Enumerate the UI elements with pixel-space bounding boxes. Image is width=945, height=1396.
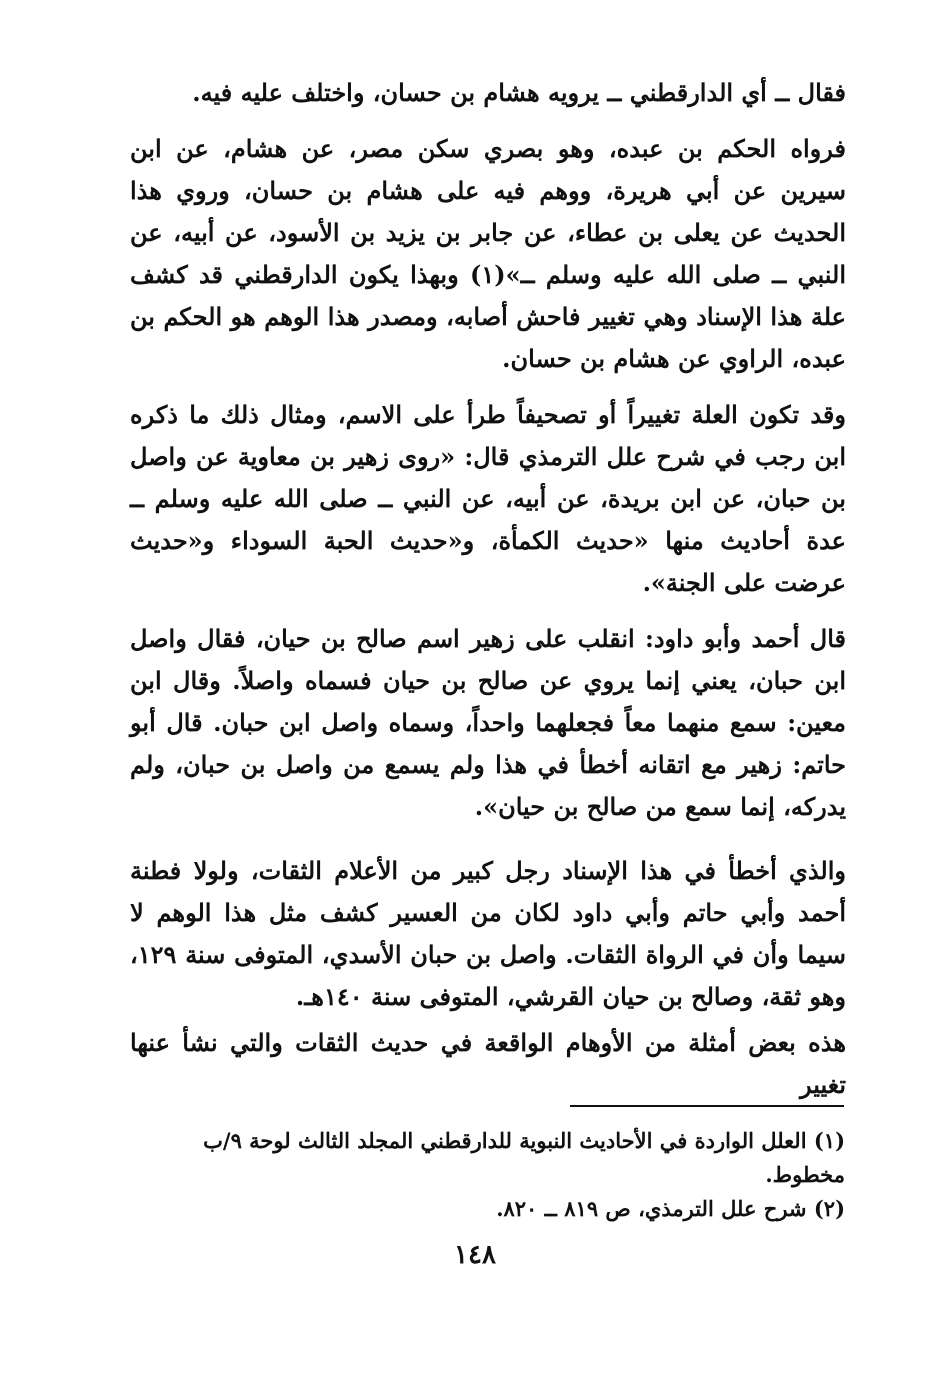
paragraph-3: [130, 394, 846, 604]
paragraph-4-text: قال أحمد وأبو داود: انقلب على زهير اسم صالح بن حيان، فقال واصل ابن حبان، يعني إنما يروي عن صالح بن حيان فسماه واصلاً. وقال ابن معين: سمع منهما معاً فجعلهما واحداً، وسماه واصل ابن حبان. قال أبو حاتم: زهير مع اتقانه أخطأ في هذا ولم يسمع من واصل بن حبان، ولم يدركه، إنما سمع من صالح بن حيان».: [130, 624, 846, 821]
paragraph-2-text: فرواه الحكم بن عبده، وهو بصري سكن مصر، عن هشام، عن ابن سيرين عن أبي هريرة، ووهم فيه على هشام بن حسان، وروي هذا الحديث عن يعلى بن عطاء، عن جابر بن يزيد بن الأسود، عن أبيه، عن النبي ــ صلى الله عليه وسلم ــ»(١) وبهذا يكون الدارقطني قد كشف علة هذا الإسناد وهي تغيير فاحش أصابه، ومصدر هذا الوهم هو الحكم بن عبده، الراوي عن هشام بن حسان.: [130, 134, 846, 373]
paragraph-2: [130, 128, 846, 380]
footnote-divider: [570, 1105, 844, 1107]
paragraph-3-text: وقد تكون العلة تغييراً أو تصحيفاً طرأ على الاسم، ومثال ذلك ما ذكره ابن رجب في شرح علل الترمذي قال: «روى زهير بن معاوية عن واصل بن حبان، عن ابن بريدة، عن أبيه، عن النبي ــ صلى الله عليه وسلم ــ عدة أحاديث منها «حديث الكمأة، و«حديث الحبة السوداء و«حديث عرضت على الجنة».: [130, 400, 846, 597]
footnotes: [180, 1124, 845, 1226]
paragraph-1: [130, 72, 846, 114]
paragraph-5-text: والذي أخطأ في هذا الإسناد رجل كبير من الأعلام الثقات، ولولا فطنة أحمد وأبي حاتم وأبي داود لكان من العسير كشف مثل هذا الوهم لا سيما وأن في الرواة الثقات. واصل بن حبان الأسدي، المتوفى سنة ١٢٩، وهو ثقة، وصالح بن حيان القرشي، المتوفى سنة ١٤٠هـ.: [130, 856, 846, 1011]
paragraph-1-text: فقال ــ أي الدارقطني ــ يرويه هشام بن حسان، واختلف عليه فيه.: [192, 78, 846, 107]
paragraph-6: [130, 1022, 846, 1106]
page-number: ١٤٨: [454, 1240, 496, 1270]
paragraph-6-text: هذه بعض أمثلة من الأوهام الواقعة في حديث الثقات والتي نشأ عنها تغيير: [130, 1028, 847, 1099]
paragraph-4: [130, 618, 846, 828]
footnote-2: (٢) شرح علل الترمذي، ص ٨١٩ ــ ٨٢٠.: [496, 1196, 845, 1221]
paragraph-5: [130, 850, 846, 1018]
footnote-1: (١) العلل الواردة في الأحاديث النبوية للدارقطني المجلد الثالث لوحة ٩/ب مخطوط.: [203, 1128, 845, 1187]
